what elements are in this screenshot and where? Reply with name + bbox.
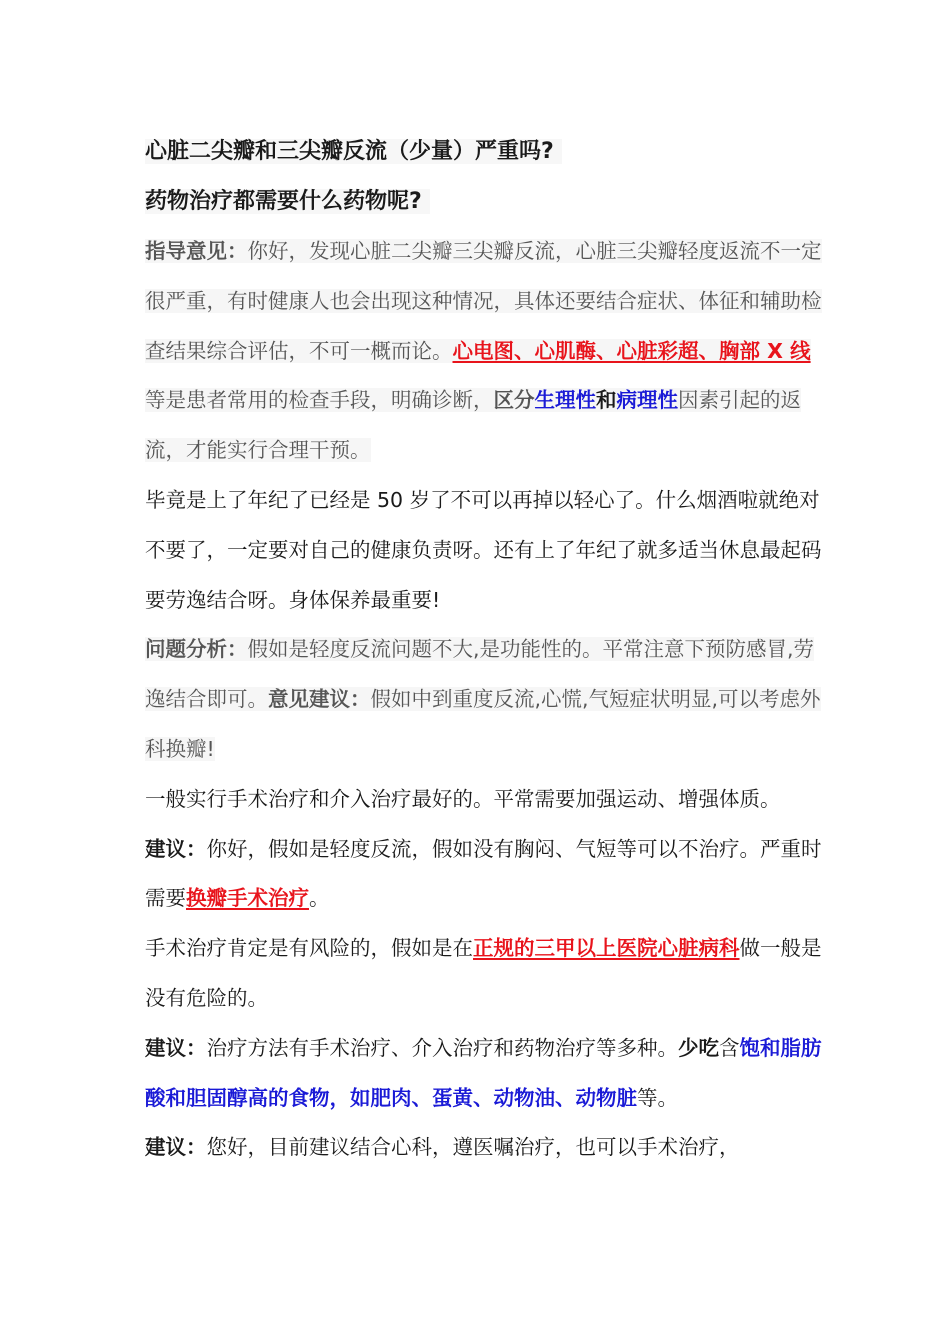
advice-text-1: 你好，假如是轻度反流，假如没有胸闷、气短等可以不治疗。严重时需要 xyxy=(145,836,822,911)
analysis-label: 问题分析： xyxy=(145,637,248,662)
guidance-label: 指导意见： xyxy=(145,239,248,263)
surgery-risk-text-1: 手术治疗肯定是有风险的，假如是在 xyxy=(145,936,473,961)
advice-paragraph-1 xyxy=(145,825,825,925)
suggestion-label: 意见建议： xyxy=(268,687,371,712)
physiological-highlight: 生理性 xyxy=(534,388,596,413)
suggestion-text: 假如中到重度反流,心慌,气短症状明显,可以考虑外科换瓣! xyxy=(145,687,821,761)
guidance-bold-1: 区分 xyxy=(493,388,535,413)
eat-less-bold: 少吃 xyxy=(678,1035,719,1060)
analysis-text: 假如是轻度反流问题不大,是功能性的。平常注意下预防感冒,劳逸结合即可。 xyxy=(145,637,815,712)
treatment-paragraph: 一般实行手术治疗和介入治疗最好的。平常需要加强运动、增强体质。 xyxy=(145,786,781,811)
document-content xyxy=(145,127,825,1173)
hospital-highlight: 正规的三甲以上医院心脏病科 xyxy=(473,936,740,961)
guidance-bold-2: 和 xyxy=(596,388,617,413)
guidance-paragraph xyxy=(145,227,825,476)
advice-label-2: 建议： xyxy=(145,1035,207,1060)
advice-text-2b: 含 xyxy=(719,1035,740,1060)
guidance-text-3: 因素引起的返流，才能实行合理干预。 xyxy=(145,388,801,463)
surgery-risk-paragraph xyxy=(145,924,825,1024)
valve-surgery-highlight: 换瓣手术治疗 xyxy=(186,886,309,911)
advice-label-1: 建议： xyxy=(145,836,207,861)
analysis-paragraph xyxy=(145,625,825,774)
advice-paragraph-2 xyxy=(145,1024,825,1124)
exam-methods-highlight: 心电图、心肌酶、心脏彩超、胸部 X 线 xyxy=(452,338,811,363)
advice-text-3: 您好，目前建议结合心科，遵医嘱治疗，也可以手术治疗， xyxy=(206,1135,740,1160)
title-line-2: 药物治疗都需要什么药物呢? xyxy=(145,177,825,227)
food-highlight: 饱和脂肪酸和胆固醇高的食物，如肥肉、蛋黄、动物油、动物脏 xyxy=(145,1035,822,1110)
guidance-text-2: 等是患者常用的检查手段，明确诊断， xyxy=(145,388,494,413)
advice-text-1-end: 。 xyxy=(309,886,330,911)
age-advice-paragraph: 毕竟是上了年纪了已经是 50 岁了不可以再掉以轻心了。什么烟酒啦就绝对不要了，一定要对自己的健康负责呀。还有上了年纪了就多适当休息最起码要劳逸结合呀。身体保养最重要! xyxy=(145,487,822,612)
advice-paragraph-3 xyxy=(145,1123,825,1173)
surgery-risk-text-2: 做一般是没有危险的。 xyxy=(145,936,822,1010)
advice-text-2: 治疗方法有手术治疗、介入治疗和药物治疗等多种。 xyxy=(206,1035,678,1060)
advice-label-3: 建议： xyxy=(145,1135,207,1160)
pathological-highlight: 病理性 xyxy=(616,388,678,413)
guidance-text-1: 你好，发现心脏二尖瓣三尖瓣反流，心脏三尖瓣轻度返流不一定很严重，有时健康人也会出现这种情况，具体还要结合症状、体征和辅助检查结果综合评估，不可一概而论。 xyxy=(145,239,822,363)
title-line-1: 心脏二尖瓣和三尖瓣反流（少量）严重吗? xyxy=(145,127,825,177)
advice-text-2c: 等。 xyxy=(637,1085,678,1110)
